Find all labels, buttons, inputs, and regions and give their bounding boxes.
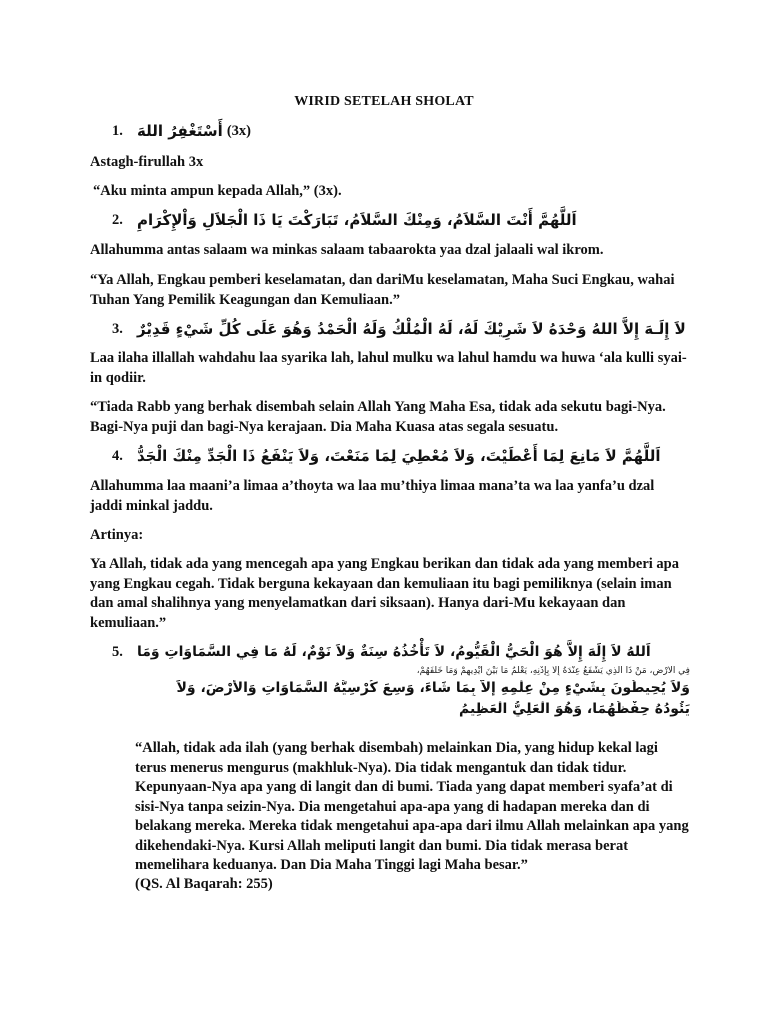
item-1-arabic-line bbox=[112, 119, 690, 143]
item-1-transliteration: Astagh-firullah 3x bbox=[90, 154, 204, 170]
item-3-meaning: “Tiada Rabb yang berhak disembah selain Allah Yang Maha Esa, tidak ada sekutu bagi-Nya. Bagi-Nya puji dan bagi-Nya kerajaan. Dia Maha Kuasa atas segala sesuatu. bbox=[90, 399, 666, 435]
item-3-arabic-line bbox=[112, 317, 690, 341]
page-title: WIRID SETELAH SHOLAT bbox=[294, 94, 474, 109]
item-4-artinya-label: Artinya: bbox=[90, 527, 144, 543]
repeat-count: (3x) bbox=[226, 122, 251, 139]
item-2-transliteration: Allahumma antas salaam wa minkas salaam tabaarokta yaa dzal jalaali wal ikrom. bbox=[90, 242, 604, 258]
arabic-text: اَللَّهُمَّ أَنْتَ السَّلاَمُ، وَمِنْكَ السَّلاَمُ، تَبَارَكْتَ يَا ذَا الْجَلاَلِ وَاْلإِكْرَامِ bbox=[137, 211, 577, 229]
arabic-text: أَسْتَغْفِرُ اللهَ bbox=[137, 122, 223, 140]
item-5-arabic-line-2: فِي الأَرْضِ، مَنْ ذَا الَّذِي يَشْفَعُ عِنْدَهُ إِلاَّ بِإِذْنِهِ، يَعْلَمُ مَا بَيْنَ أَيْدِيهِمْ وَمَا خَلْفَهُمْ، bbox=[416, 666, 690, 676]
item-number: 1. bbox=[112, 122, 123, 139]
item-number: 4. bbox=[112, 447, 123, 464]
item-2-arabic-line bbox=[112, 208, 690, 232]
item-number: 2. bbox=[112, 211, 123, 228]
item-number: 3. bbox=[112, 320, 123, 337]
item-1-meaning: “Aku minta ampun kepada Allah,” (3x). bbox=[93, 183, 342, 199]
item-5-arabic-line bbox=[112, 640, 690, 664]
item-4-arabic-line bbox=[112, 444, 690, 468]
item-3-transliteration: Laa ilaha illallah wahdahu laa syarika lah, lahul mulku wa lahul hamdu wa huwa ‘ala kulli syai-in qodiir. bbox=[90, 350, 687, 386]
item-5-arabic-line-4: يَئُودُهُ حِفْظُهُمَا، وَهُوَ الْعَلِيُّ الْعَظِيمُ bbox=[458, 701, 690, 717]
item-5-reference: (QS. Al Baqarah: 255) bbox=[135, 876, 273, 892]
item-2-meaning: “Ya Allah, Engkau pemberi keselamatan, dan dariMu keselamatan, Maha Suci Engkau, wahai Tuhan Yang Pemilik Keagungan dan Kemuliaan.” bbox=[90, 272, 675, 308]
item-5-meaning: “Allah, tidak ada ilah (yang berhak disembah) melainkan Dia, yang hidup kekal lagi terus menerus mengurus (makhluk-Nya). Dia tidak mengantuk dan tidak tidur. Kepunyaan-Nya apa yang di langit dan di bumi. Tiada yang dapat memberi syafa’at di sisi-Nya tanpa seizin-Nya. Dia mengetahui apa-apa yang di hadapan mereka dan di belakang mereka. Mereka tidak mengetahui apa-apa dari ilmu Allah melainkan apa yang dikehendaki-Nya. Kursi Allah meliputi langit dan bumi. Dia tidak merasa berat memelihara keduanya. Dan Dia Maha Tinggi lagi Maha besar.” bbox=[135, 740, 689, 873]
item-4-transliteration: Allahumma laa maani’a limaa a’thoyta wa laa mu’thiya limaa mana’ta wa laa yanfa’u dzal jaddi minkal jaddu. bbox=[90, 478, 655, 514]
arabic-text: لاَ إِلَـهَ إِلاَّ اللهُ وَحْدَهُ لاَ شَرِيْكَ لَهُ، لَهُ الْمُلْكُ وَلَهُ الْحَمْدُ وَهُوَ عَلَى كُلِّ شَيْءٍ قَدِيْرٌ bbox=[137, 320, 686, 338]
arabic-text: اَللهُ لاَ إِلَهَ إِلاَّ هُوَ الْحَيُّ الْقَيُّومُ، لاَ تَأْخُذُهُ سِنَةٌ وَلاَ نَوْمٌ، لَهُ مَا فِي السَّمَاوَاتِ وَمَا bbox=[137, 644, 651, 660]
item-4-meaning: Ya Allah, tidak ada yang mencegah apa yang Engkau berikan dan tidak ada yang memberi apa yang Engkau cegah. Tidak berguna kekayaan dan kemuliaan itu bagi pemiliknya (selain iman dan amal shalihnya yang menyelamatkan dari siksaan). Hanya dari-Mu kekayaan dan kemuliaan.” bbox=[90, 556, 679, 631]
item-5-arabic-line-3: وَلاَ يُحِيطُونَ بِشَيْءٍ مِنْ عِلْمِهِ إِلاَّ بِمَا شَاءَ، وَسِعَ كُرْسِيُّهُ السَّمَاوَاتِ وَالأَرْضَ، وَلاَ bbox=[176, 680, 690, 696]
arabic-text: اَللَّهُمَّ لاَ مَانِعَ لِمَا أَعْطَيْتَ، وَلاَ مُعْطِيَ لِمَا مَنَعْتَ، وَلاَ يَنْفَعُ ذَا الْجَدِّ مِنْكَ الْجَدُّ bbox=[137, 447, 661, 465]
item-number: 5. bbox=[112, 643, 123, 660]
